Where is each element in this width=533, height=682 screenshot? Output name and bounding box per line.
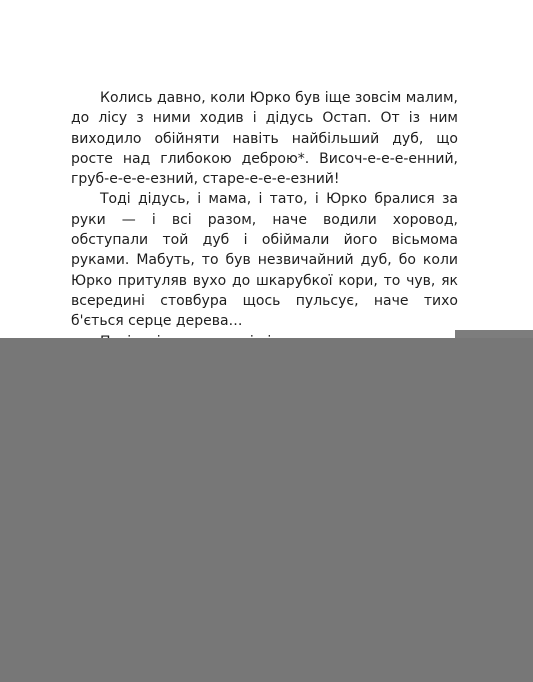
gray-overlay xyxy=(0,338,533,682)
paragraph-1: Колись давно, коли Юрко був іще зовсім малим, до лісу з ними ходив і дідусь Остап. От із ним виходило обійняти навіть найбільший дуб, що росте над глибокою деброю*. Височ-е-е-е-енний, груб-е-е-е-езний, старе-е-е-е-езний! xyxy=(71,90,458,188)
paragraph-2: Тоді дідусь, і мама, і тато, і Юрко бралися за руки — і всі разом, наче водили хоровод, обступали той дуб і обіймали його вісьмома руками. Мабуть, то був незвичайний дуб, бо коли Юрко притуляв вухо до шкарубкої кори, то чув, як всередині стовбура щось пульсує, наче тихо б'ється серце дерева… xyxy=(71,191,458,330)
